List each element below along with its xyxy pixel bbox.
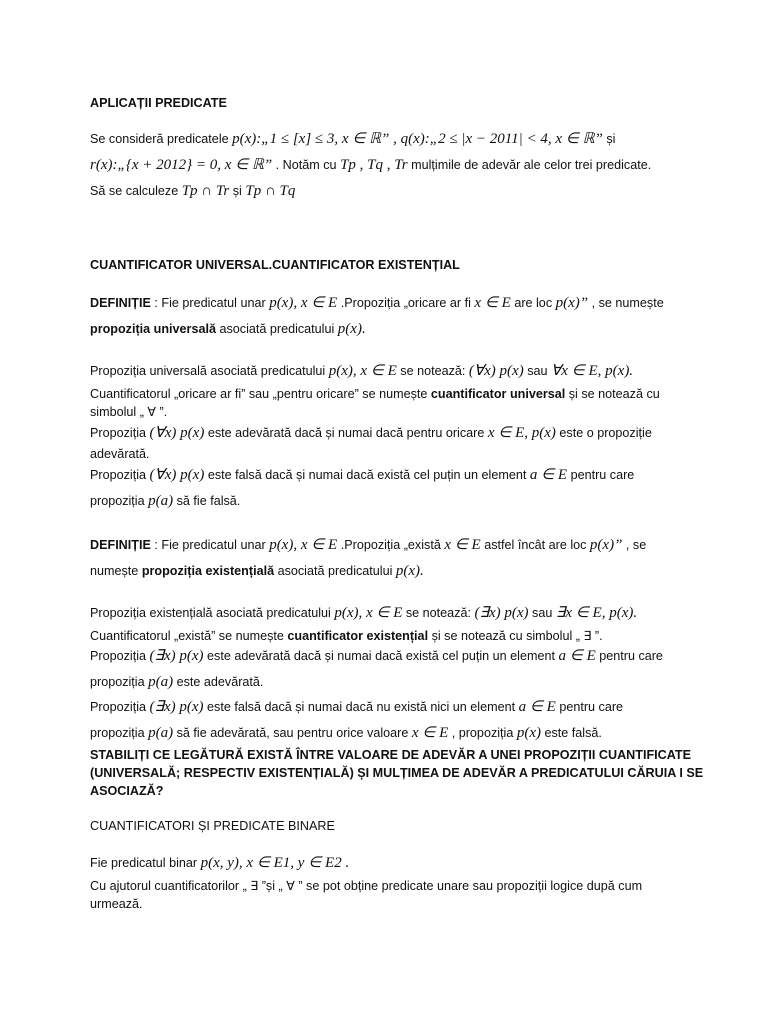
formula: p(x): [516, 725, 541, 741]
text: este adevărată.: [176, 675, 264, 689]
text: , se: [625, 538, 647, 552]
text: este falsă dacă și numai dacă nu există nici un element: [207, 700, 516, 714]
text: : Fie predicatul unar: [154, 538, 266, 552]
formula: (∀x) p(x): [149, 425, 205, 441]
formula: a ∈ E: [529, 467, 568, 483]
text: Să se calculeze: [90, 184, 179, 198]
text: .Propoziția „oricare ar fi: [340, 296, 471, 310]
paragraph-line: [90, 855, 690, 871]
paragraph-line: [90, 425, 690, 441]
text: sau: [527, 364, 548, 378]
formula: Tp ∩ Tr: [181, 183, 230, 199]
formula: x ∈ E, p(x): [487, 425, 556, 441]
section-title-predicate-applications: APLICAȚII PREDICATE: [90, 96, 227, 110]
paragraph-line: [90, 386, 690, 402]
text: pentru care: [570, 468, 635, 482]
text: Propoziția: [90, 426, 147, 440]
text: și: [232, 184, 242, 198]
formula: p(a): [148, 725, 174, 741]
paragraph-line: [90, 295, 690, 311]
text: se notează:: [400, 364, 466, 378]
paragraph-line: [90, 131, 690, 147]
paragraph-line: [90, 699, 690, 715]
text: este falsă.: [544, 726, 602, 740]
text: . Notăm cu: [275, 158, 337, 172]
paragraph-line: [90, 493, 690, 509]
formula: p(x)”: [589, 537, 623, 553]
text: Propoziția: [90, 700, 147, 714]
text: sau: [532, 606, 553, 620]
text: se notează:: [405, 606, 471, 620]
text: și: [606, 132, 616, 146]
paragraph-line: [90, 537, 690, 553]
text: propoziția: [90, 726, 145, 740]
text: .Propoziția „există: [340, 538, 441, 552]
text: și se notează cu simbolul „ ∃ ”.: [431, 629, 603, 643]
formula: p(x, y), x ∈ E1, y ∈ E2 .: [200, 855, 350, 871]
paragraph-line: simbolul „ ∀ ”.: [90, 405, 168, 419]
formula: r(x):„{x + 2012} = 0, x ∈ ℝ”: [90, 157, 273, 173]
text: asociată predicatului: [277, 564, 393, 578]
term-universal-proposition: propoziția universală: [90, 322, 216, 336]
text: propoziția: [90, 675, 145, 689]
paragraph-line: [90, 563, 690, 579]
text: Cuantificatorul „oricare ar fi” sau „pentru oricare” se numește: [90, 387, 428, 401]
formula: (∃x) p(x): [474, 605, 529, 621]
text: propoziția: [90, 494, 145, 508]
paragraph-line: adevărată.: [90, 447, 150, 461]
paragraph-line: [90, 183, 690, 199]
formula: (∀x) p(x): [149, 467, 205, 483]
section-title-binary-predicates: CUANTIFICATORI ȘI PREDICATE BINARE: [90, 819, 335, 833]
text: să fie falsă.: [176, 494, 241, 508]
formula: p(x)”: [555, 295, 589, 311]
formula: (∃x) p(x): [149, 648, 204, 664]
term-existential-proposition: propoziția existențială: [141, 564, 275, 578]
paragraph-line: [90, 605, 690, 621]
paragraph-line: urmează.: [90, 897, 143, 911]
text: , propoziția: [451, 726, 514, 740]
formula: p(x):„1 ≤ [x] ≤ 3, x ∈ ℝ” , q(x):„2 ≤ |x − 2011| < 4, x ∈ ℝ”: [232, 131, 603, 147]
text: mulțimile de adevăr ale celor trei predicate.: [411, 158, 652, 172]
formula: a ∈ E: [558, 648, 596, 664]
formula: p(a): [148, 493, 174, 509]
text: este adevărată dacă și numai dacă există cel puțin un element: [207, 649, 555, 663]
formula: p(x), x ∈ E: [269, 537, 338, 553]
paragraph-line: [90, 467, 690, 483]
text: Propoziția universală asociată predicatului: [90, 364, 326, 378]
question-line: ASOCIAZĂ?: [90, 784, 164, 798]
text: pentru care: [559, 700, 624, 714]
term-existential-quantifier: cuantificator existențial: [287, 629, 429, 643]
question-line: (UNIVERSALĂ; RESPECTIV EXISTENȚIALĂ) ȘI MULȚIMEA DE ADEVĂR A PREDICATULUI CĂRUIA I SE: [90, 766, 704, 780]
text: Propoziția: [90, 468, 147, 482]
term-universal-quantifier: cuantificator universal: [430, 387, 566, 401]
paragraph-line: [90, 157, 690, 173]
text: : Fie predicatul unar: [154, 296, 266, 310]
formula: p(x), x ∈ E: [328, 363, 397, 379]
formula: x ∈ E: [444, 537, 481, 553]
formula: Tp , Tq , Tr: [340, 157, 408, 173]
paragraph-line: [90, 363, 690, 379]
definition-label: DEFINIȚIE: [90, 538, 151, 552]
paragraph-line: [90, 648, 690, 664]
paragraph-line: Cu ajutorul cuantificatorilor „ ∃ ”și „ ∀ ” se pot obține predicate unare sau propoziții logice după cum: [90, 879, 643, 893]
formula: x ∈ E: [474, 295, 511, 311]
text: pentru care: [599, 649, 663, 663]
formula: p(x).: [337, 321, 366, 337]
question-line: STABILIȚI CE LEGĂTURĂ EXISTĂ ÎNTRE VALOARE DE ADEVĂR A UNEI PROPOZIȚII CUANTIFICATE: [90, 748, 692, 762]
paragraph-line: [90, 674, 690, 690]
text: asociată predicatului: [219, 322, 335, 336]
text: Cuantificatorul „există” se numește: [90, 629, 284, 643]
paragraph-line: [90, 628, 690, 644]
formula: a ∈ E: [518, 699, 556, 715]
text: astfel încât are loc: [484, 538, 587, 552]
text: Se consideră predicatele: [90, 132, 229, 146]
text: este falsă dacă și numai dacă există cel puțin un element: [207, 468, 527, 482]
formula: ∀x ∈ E, p(x).: [551, 363, 634, 379]
formula: p(x), x ∈ E: [269, 295, 338, 311]
formula: x ∈ E: [411, 725, 449, 741]
text: Fie predicatul binar: [90, 856, 198, 870]
text: , se numește: [591, 296, 664, 310]
text: este adevărată dacă și numai dacă pentru oricare: [207, 426, 485, 440]
text: este o propoziție: [559, 426, 652, 440]
formula: (∀x) p(x): [468, 363, 524, 379]
paragraph-line: [90, 321, 690, 337]
text: Propoziția existențială asociată predicatului: [90, 606, 331, 620]
formula: p(x), x ∈ E: [334, 605, 403, 621]
formula: Tp ∩ Tq: [245, 183, 296, 199]
formula: p(a): [148, 674, 174, 690]
text: numește: [90, 564, 139, 578]
section-title-quantifiers: CUANTIFICATOR UNIVERSAL.CUANTIFICATOR EXISTENȚIAL: [90, 258, 460, 272]
definition-label: DEFINIȚIE: [90, 296, 151, 310]
paragraph-line: [90, 725, 690, 741]
text: are loc: [514, 296, 553, 310]
text: și se notează cu: [568, 387, 660, 401]
formula: p(x).: [395, 563, 424, 579]
formula: ∃x ∈ E, p(x).: [555, 605, 638, 621]
text: să fie adevărată, sau pentru orice valoare: [176, 726, 409, 740]
formula: (∃x) p(x): [149, 699, 204, 715]
text: Propoziția: [90, 649, 147, 663]
